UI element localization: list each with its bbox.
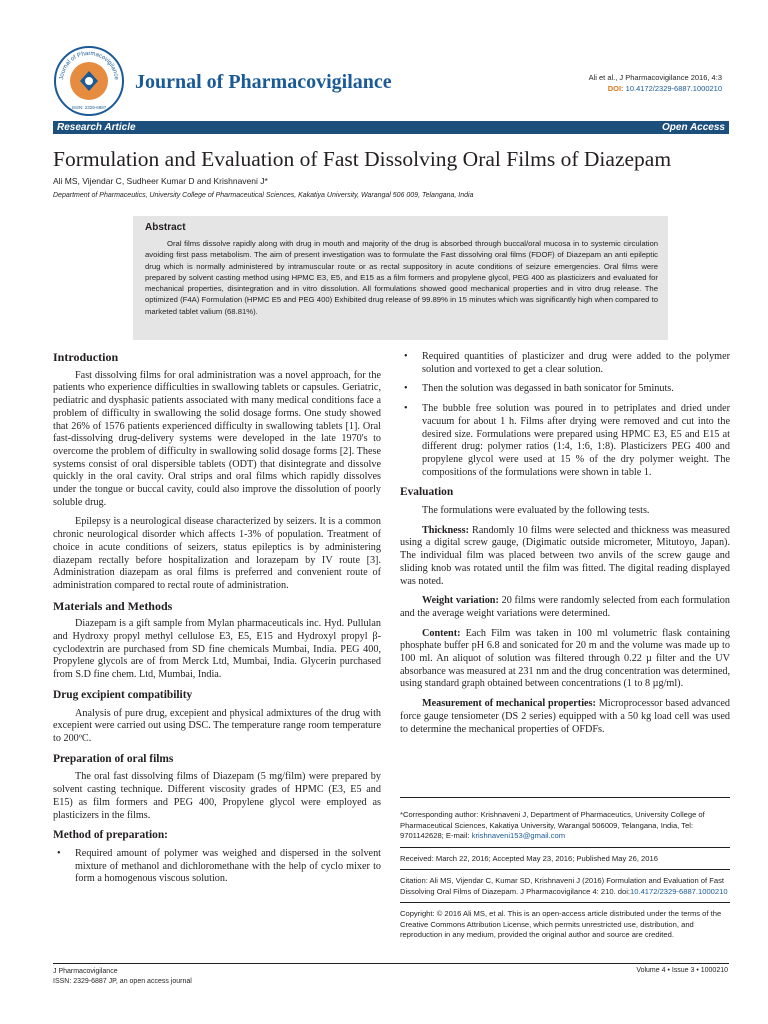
citation-doi-link[interactable]: 10.4172/2329-6887.1000210 xyxy=(630,886,728,896)
notes-divider-1 xyxy=(400,847,730,848)
intro-paragraph-2: Epilepsy is a neurological disease characterized by seizers. It is a common chronic neurological disorder which affects 1-3% of population. Treatment of choice in acute conditions of seizers, status epileptics is by administering diazepam rectally before hospitalization and lorazepam by IV route [3]. Administration diazepam as oral films is preferred and convenient route of administration compared to rectal route of administration. xyxy=(53,516,381,591)
evaluation-intro: The formulations were evaluated by the following tests. xyxy=(422,505,650,517)
introduction-heading: Introduction xyxy=(53,350,119,364)
abstract-paragraph: Oral films dissolve rapidly along with drug in mouth and majority of the drug is absorbed through buccal/oral mucosa in to systemic circulation avoiding first pass metabolism. The aim of present investigation was to formulate the Fast dissolving oral films (FDOF) of Diazepam an anti epileptic drug which is normally administered by intramuscular route or as rectal suppository in acute conditions of seizure emergencies. Oral films were prepared by solvent casting method using HPMC E3, E5, and E15 as a film formers and propylene glycol, PEG 400 as plasticizers and evaluated for mechanical properties, disintegration and in vitro dissolution. All formulations showed good mechanical properties and in vitro drug release. The optimized (F4A) Formulation (HPMC E5 and PEG 400) Exhibited drug release of 99.89% in 15 minutes which was significantly high when compared to marketed tablet valium (68.81%). xyxy=(145,239,658,316)
svg-text:ISSN: 2329-6887: ISSN: 2329-6887 xyxy=(71,105,107,110)
abstract-heading: Abstract xyxy=(145,222,186,233)
footer-divider xyxy=(53,963,729,964)
notes-divider-2 xyxy=(400,869,730,870)
method-list-continued xyxy=(400,351,730,479)
open-access-label: Open Access xyxy=(662,122,725,133)
weight-text: 20 films were randomly selected from each formulation and the average weight variations were determined. xyxy=(400,595,730,619)
notes-divider xyxy=(400,797,730,798)
article-title: Formulation and Evaluation of Fast Dissolving Oral Films of Diazepam xyxy=(53,147,672,171)
footer-journal-info xyxy=(53,967,192,987)
thickness-text: Randomly 10 films were selected and thickness was measured using a digital screw gauge, (Digimatic outside micrometer, Mitutoyo, Japan). The individual film was placed between two anvils of the screw gauge and sliding knob was rotated until the film was fitted. The digital reading displayed was noted. xyxy=(400,524,730,587)
footer-issn: ISSN: 2329-6887 JP, an open access journal xyxy=(53,978,192,985)
citation-note xyxy=(400,876,730,897)
doi-link[interactable]: 10.4172/2329-6887.1000210 xyxy=(625,84,722,93)
method-step-3: • Then the solution was degassed in bath sonicator for 5minuts. xyxy=(400,383,730,396)
corresponding-author xyxy=(400,810,730,842)
left-column xyxy=(53,351,381,893)
method-heading: Method of preparation: xyxy=(53,829,168,842)
weight-label: Weight variation: xyxy=(422,595,499,607)
content-paragraph xyxy=(400,628,730,692)
drug-excipient-heading: Drug excipient compatibility xyxy=(53,688,193,701)
doi-line xyxy=(589,83,722,94)
svg-text:Journal of Pharmacovigilance: Journal of Pharmacovigilance xyxy=(58,50,120,81)
notes-block xyxy=(400,810,730,946)
header-citation xyxy=(589,72,722,94)
content-label: Content: xyxy=(422,627,461,639)
corresponding-text: *Corresponding author: Krishnaveni J, Department of Pharmaceutics, University College of Pharmaceutical Sciences, Kakatiya University, Warangal 506009, Telangana, India, Tel: 9701142628; E-mail: xyxy=(400,810,705,840)
citation-text: Citation: Ali MS, Vijendar C, Kumar SD, Krishnaveni J (2016) Formulation and Evaluation of Fast Dissolving Oral Films of Diazepam. J Pharmacovigilance 4: 210. doi: xyxy=(400,876,725,896)
mechanical-label: Measurement of mechanical properties: xyxy=(422,698,596,710)
method-step-1: • Required amount of polymer was weighed and dispersed in the solvent mixture of methanol and dichloromethane with the help of cyclo mixer to form a homogenous viscous solution. xyxy=(53,848,381,886)
received-dates: Received: March 22, 2016; Accepted May 23, 2016; Published May 26, 2016 xyxy=(400,853,658,863)
authors: Ali MS, Vijendar C, Sudheer Kumar D and Krishnaveni J* xyxy=(53,176,268,186)
notes-divider-3 xyxy=(400,902,730,903)
content-text: Each Film was taken in 100 ml volumetric flask containing phosphate buffer pH 6.8 and sonicated for 20 m and the volume was made up to 100 ml. An aliquot of solution was filtered through 0.22 µ filter and the UV absorbance was measured at 231 nm and the drug concentration was determined, using standard graph obtained between concentrations (1 to 8 µg/ml). xyxy=(400,627,730,690)
abstract-box xyxy=(133,216,668,340)
preparation-heading: Preparation of oral films xyxy=(53,752,174,765)
method-step-2: • Required quantities of plasticizer and drug were added to the polymer solution and vortexed to get a clear solution. xyxy=(400,351,730,376)
materials-paragraph: Diazepam is a gift sample from Mylan pharmaceuticals inc. Hyd. Pullulan and Hydroxy propyl methyl cellulose E3, E5, E15 and Hydroxyl propyl β-cyclodextrin are purchased from SD fine chemicals Mumbai, India. PEG 400, Propylene glycols are of from Merck Ltd, Mumbai, India. Glycerin purchased from S.D fine chem. Ltd, Mumbai, India. xyxy=(53,618,381,681)
method-list xyxy=(53,848,381,886)
right-column xyxy=(400,351,730,743)
intro-paragraph-1: Fast dissolving films for oral administration was a novel approach, for the patients who experience difficulties in swallowing tablets or capsules. Geriatric, pediatric and dysphasic patients associated with many medical conditions face a problem of difficulty in swallowing the solid dosage forms. One study showed that 26% of 1576 patients experienced difficulty in swallowing tablets [1]. Oral fast-dissolving drug-delivery systems were developed in the late 1970's to overcome the problem of difficulty in swallowing solid dosage forms [2]. These systems consist of oral dispersible tablets (ODT) that disintegrate and dissolve quickly in the oral cavity. Oral strips and oral films which rapidly dissolves under the tongue or buccal cavity, could also improve the dissolution of poorly soluble drug. xyxy=(53,369,381,508)
mechanical-text: Microprocessor based advanced force gauge tensiometer (DS 2 series) equipped with a 50 kg load cell was used to determine the mechanical properties of OFDFs. xyxy=(400,698,730,735)
preparation-paragraph: The oral fast dissolving films of Diazepam (5 mg/film) were prepared by solvent casting technique. Different viscosity grades of HPMC (E3, E5 and E15) as film formers and PEG 400, Propylene glycol were employed as plasticizers in the films. xyxy=(53,771,381,821)
thickness-label: Thickness: xyxy=(422,524,469,536)
author-email-link[interactable]: krishnaveni153@gmail.com xyxy=(471,831,566,840)
journal-logo xyxy=(52,44,126,118)
journal-title: Journal of Pharmacovigilance xyxy=(135,71,392,93)
thickness-paragraph xyxy=(400,525,730,589)
article-type-banner xyxy=(53,121,729,134)
footer-volume: Volume 4 • Issue 3 • 1000210 xyxy=(636,967,728,974)
materials-methods-heading: Materials and Methods xyxy=(53,598,173,613)
copyright-note: Copyright: © 2016 Ali MS, et al. This is an open-access article distributed under the terms of the Creative Commons Attribution License, which permits unrestricted use, distribution, and reproduction in any medium, provided the original author and source are credited. xyxy=(400,909,722,939)
citation-line: Ali et al., J Pharmacovigilance 2016, 4:3 xyxy=(588,73,722,82)
footer-journal: J Pharmacovigilance xyxy=(53,968,118,975)
mechanical-paragraph xyxy=(400,698,730,736)
abstract-text xyxy=(145,238,658,317)
evaluation-heading: Evaluation xyxy=(400,486,454,499)
weight-paragraph xyxy=(400,595,730,620)
method-step-4: • The bubble free solution was poured in to petriplates and dried under vacuum for about 1 h. Films after drying were removed and cut into the desired size. Formulations were prepared using HPMC E3, E5 and E15 at different drug: polymer ratios (1:4, 1:6, 1:8). Plasticizers PEG 400 and propylene glycol were used at 15 % of the dry polymer weight. The compositions of the formulations were shown in table 1. xyxy=(400,403,730,479)
drug-excipient-paragraph: Analysis of pure drug, excepient and physical admixtures of the drug with excepient were carried out using DSC. The temperature range room temperature to 200ºC. xyxy=(53,707,381,744)
doi-label: DOI: xyxy=(607,84,624,93)
article-type-label: Research Article xyxy=(57,122,136,133)
affiliation: Department of Pharmaceutics, University College of Pharmaceutical Sciences, Kakatiya University, Warangal 506 009, Telangana, India xyxy=(53,192,474,199)
